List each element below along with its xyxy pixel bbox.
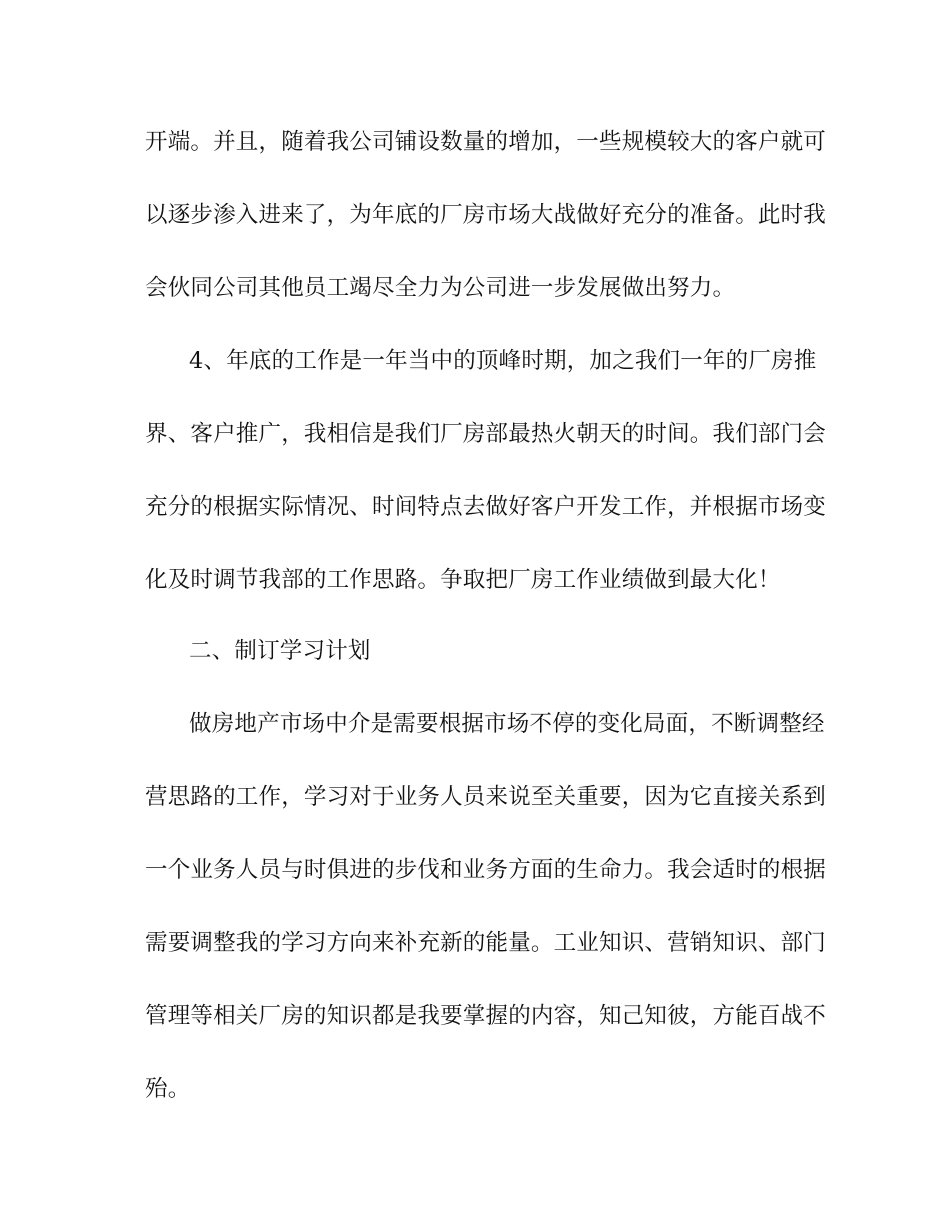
section-heading: 二、制订学习计划 (189, 638, 371, 664)
text-line: 界、客户推广，我相信是我们厂房部最热火朝天的时间。我们部门会 (145, 421, 827, 447)
text-line: 会伙同公司其他员工竭尽全力为公司进一步发展做出努力。 (145, 275, 736, 301)
text-line: 需要调整我的学习方向来补充新的能量。工业知识、营销知识、部门 (145, 930, 827, 956)
text-line: 化及时调节我部的工作思路。争取把厂房工作业绩做到最大化！ (145, 567, 781, 593)
text-line: 殆。 (145, 1076, 191, 1102)
text-line: 营思路的工作，学习对于业务人员来说至关重要，因为它直接关系到 (145, 784, 827, 810)
text-line: 4、年底的工作是一年当中的顶峰时期，加之我们一年的厂房推 (189, 348, 817, 374)
text-line: 充分的根据实际情况、时间特点去做好客户开发工作，并根据市场变 (145, 494, 827, 520)
text-line: 一个业务人员与时俱进的步伐和业务方面的生命力。我会适时的根据 (145, 857, 827, 883)
text-line: 以逐步渗入进来了，为年底的厂房市场大战做好充分的准备。此时我 (145, 202, 827, 228)
text-line: 管理等相关厂房的知识都是我要掌握的内容，知己知彼，方能百战不 (145, 1003, 827, 1029)
text-line: 开端。并且，随着我公司铺设数量的增加，一些规模较大的客户就可 (145, 129, 827, 155)
text-line: 做房地产市场中介是需要根据市场不停的变化局面，不断调整经 (189, 711, 825, 737)
